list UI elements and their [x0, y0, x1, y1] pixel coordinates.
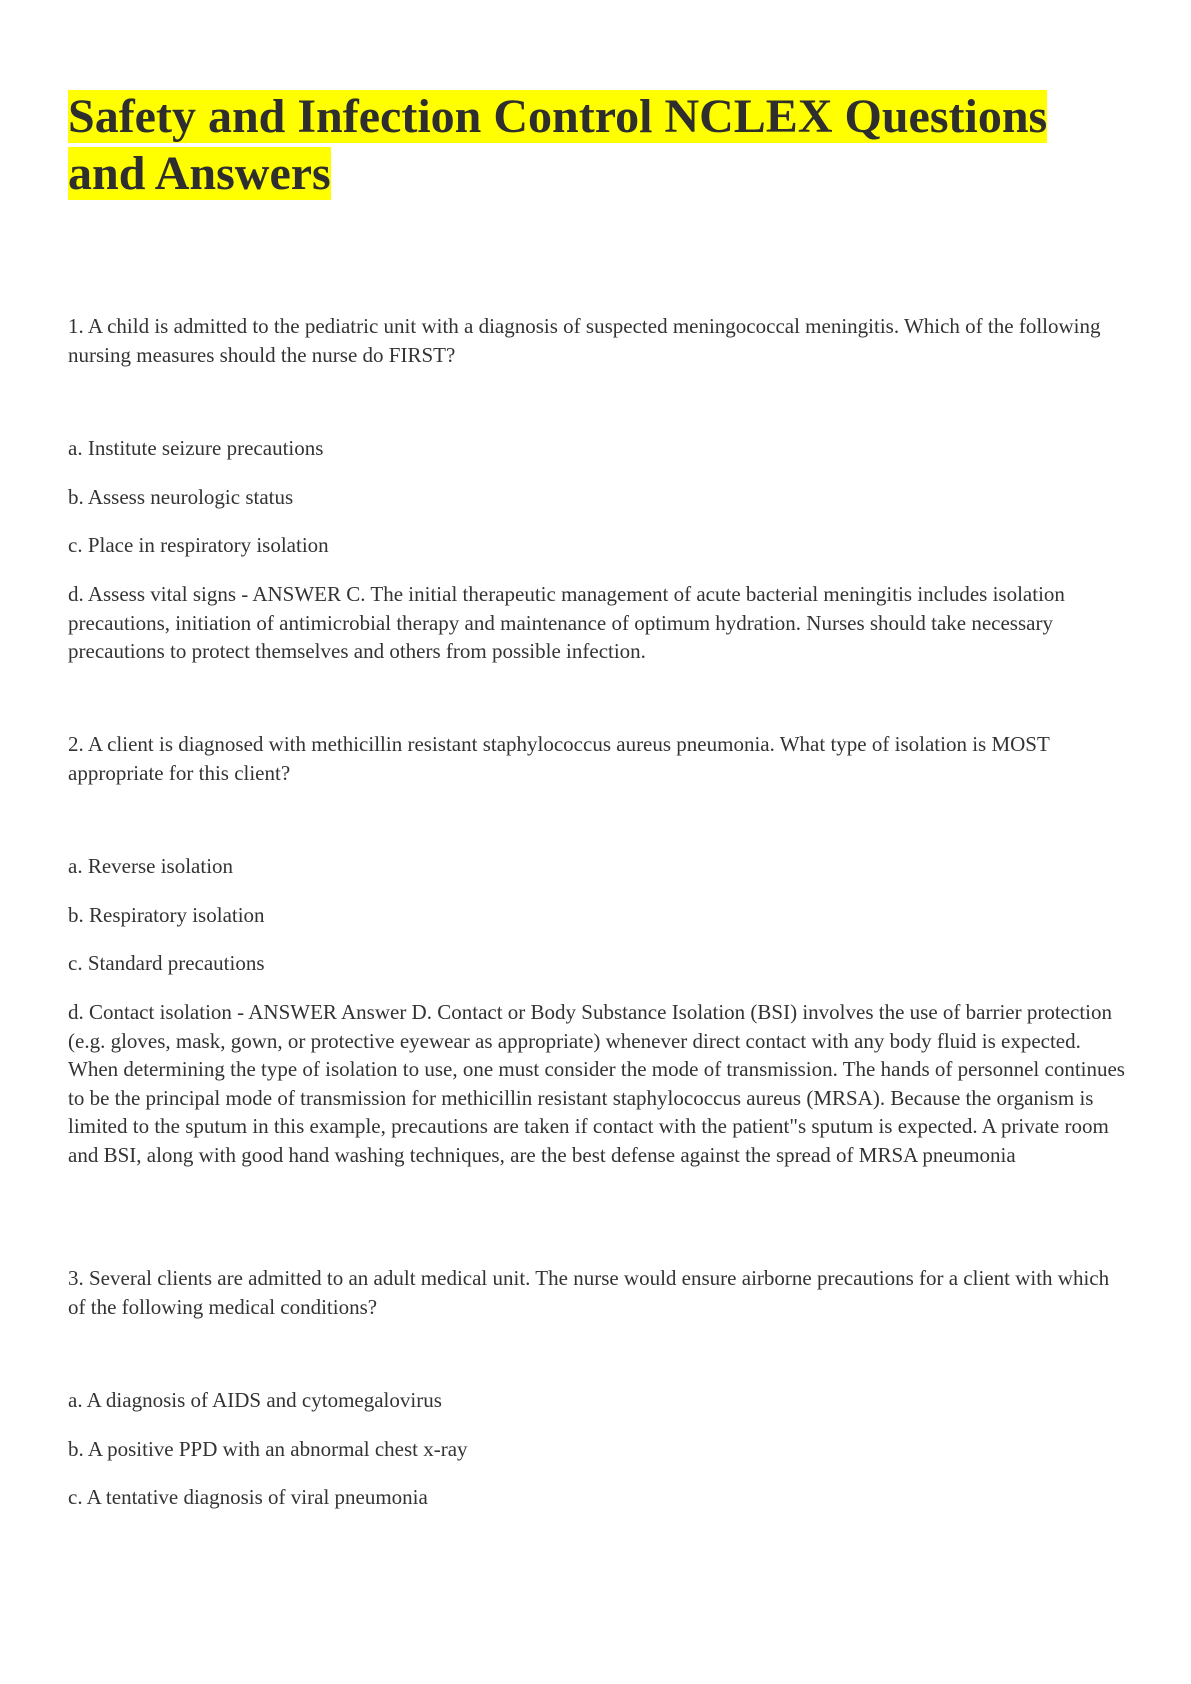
page-title	[68, 88, 1128, 202]
question-2-option-d-answer: d. Contact isolation - ANSWER Answer D. Contact or Body Substance Isolation (BSI) involves the use of barrier protection (e.g. gloves, mask, gown, or protective eyewear as appropriate) whenever direct contact with any body fluid is expected. When determining the type of isolation to use, one must consider the mode of transmission. The hands of personnel continues to be the principal mode of transmission for methicillin resistant staphylococcus aureus (MRSA). Because the organism is limited to the sputum in this example, precautions are taken if contact with the patient"s sputum is expected. A private room and BSI, along with good hand washing techniques, are the best defense against the spread of MRSA pneumonia	[68, 1000, 1125, 1167]
question-3-option-a: a. A diagnosis of AIDS and cytomegalovirus	[68, 1388, 442, 1412]
question-3-option-b: b. A positive PPD with an abnormal chest x-ray	[68, 1437, 468, 1461]
document-page	[68, 88, 1128, 1509]
question-2-option-c: c. Standard precautions	[68, 951, 265, 975]
title-line-2: and Answers	[68, 147, 331, 200]
question-1-option-b: b. Assess neurologic status	[68, 485, 294, 509]
question-3-stem: 3. Several clients are admitted to an adult medical unit. The nurse would ensure airborne precautions for a client with which of the following medical conditions?	[68, 1266, 1110, 1319]
question-2-option-b: b. Respiratory isolation	[68, 903, 265, 927]
title-line-1: Safety and Infection Control NCLEX Questions	[68, 90, 1048, 143]
question-1-option-d-answer: d. Assess vital signs - ANSWER C. The initial therapeutic management of acute bacterial meningitis includes isolation precautions, initiation of antimicrobial therapy and maintenance of optimum hydration. Nurses should take necessary precautions to protect themselves and others from possible infection.	[68, 582, 1065, 663]
question-2-stem: 2. A client is diagnosed with methicillin resistant staphylococcus aureus pneumonia. What type of isolation is MOST appropriate for this client?	[68, 732, 1050, 785]
question-1-stem: 1. A child is admitted to the pediatric unit with a diagnosis of suspected meningococcal meningitis. Which of the following nursing measures should the nurse do FIRST?	[68, 314, 1101, 367]
question-1-option-c: c. Place in respiratory isolation	[68, 533, 329, 557]
question-3-option-c: c. A tentative diagnosis of viral pneumonia	[68, 1485, 428, 1509]
question-2-option-a: a. Reverse isolation	[68, 854, 234, 878]
question-1-option-a: a. Institute seizure precautions	[68, 436, 324, 460]
